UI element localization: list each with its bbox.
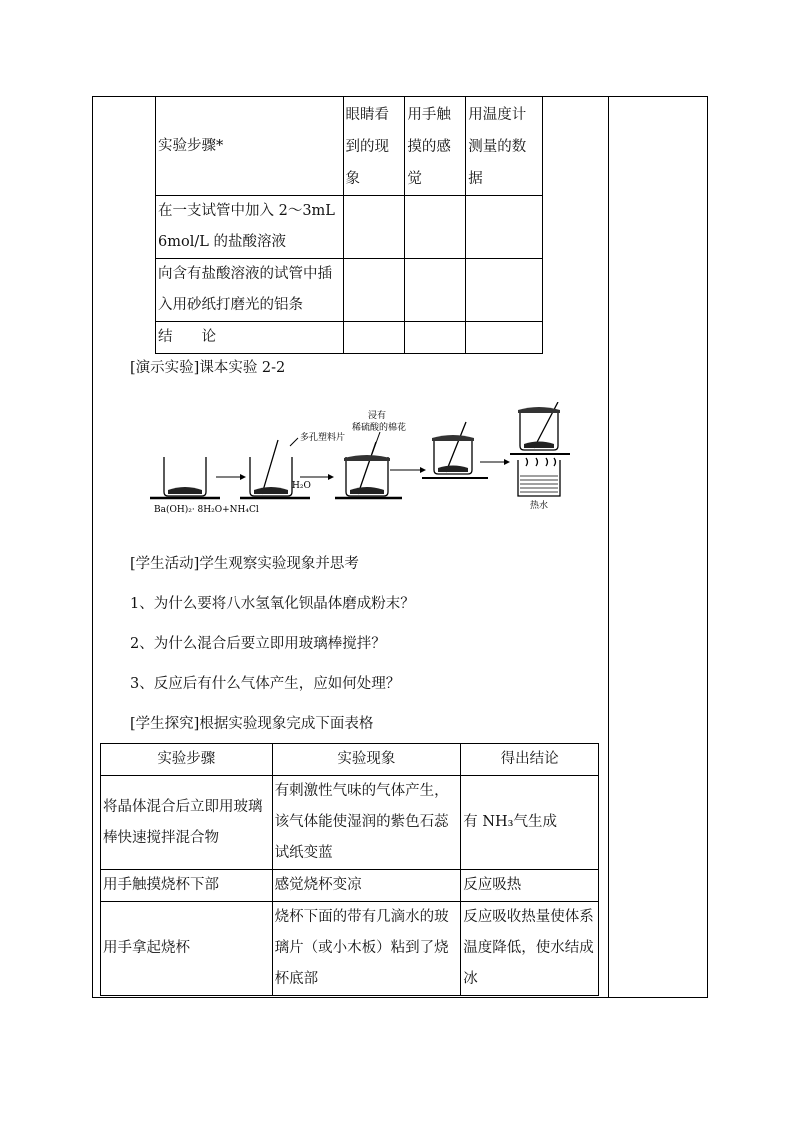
- table-cell: 反应吸收热量使体系温度降低，使水结成冰: [461, 902, 599, 996]
- porous-plate-label: 多孔塑料片: [300, 433, 346, 443]
- table-cell: [466, 196, 543, 259]
- water-label: H₂O: [292, 481, 311, 491]
- experiment-table-2: [100, 743, 599, 996]
- table-cell: [466, 322, 543, 354]
- table-header-cell: 实验步骤: [101, 744, 273, 776]
- table-cell: [343, 259, 405, 322]
- table-header-cell: 用手触摸的感觉: [405, 97, 466, 196]
- table-row: [101, 776, 599, 870]
- table-header-cell: 实验现象: [272, 744, 461, 776]
- powder-1: [168, 487, 202, 494]
- experiment-figure: [150, 402, 590, 520]
- arrow-icon: [504, 459, 510, 465]
- table-cell: 烧杯下面的带有几滴水的玻璃片（或小木板）粘到了烧杯底部: [272, 902, 461, 996]
- beaker-5: [510, 402, 570, 496]
- powder-3: [350, 487, 384, 494]
- frame-column-divider: [608, 97, 609, 997]
- table-cell: [405, 196, 466, 259]
- question-item: 3、反应后有什么气体产生，应如何处理？: [130, 676, 401, 692]
- table-cell: 有刺激性气味的气体产生，该气体能使湿润的紫色石蕊试纸变蓝: [272, 776, 461, 870]
- cotton-4: [432, 435, 474, 441]
- table-row: [156, 97, 543, 196]
- reagent-label: Ba(OH)₂· 8H₂O+NH₄Cl: [154, 505, 259, 515]
- table-row: [156, 322, 543, 354]
- cotton-3: [344, 455, 390, 461]
- powder-5: [524, 442, 554, 449]
- table-cell: 反应吸热: [461, 870, 599, 902]
- table-cell: 结 论: [156, 322, 344, 354]
- arrow-icon: [420, 467, 426, 473]
- table-header-cell: 眼睛看到的现象: [343, 97, 405, 196]
- activity-line: [学生活动]学生观察实验现象并思考: [130, 556, 359, 572]
- table-cell: 将晶体混合后立即用玻璃棒快速搅拌混合物: [101, 776, 273, 870]
- table-row: [101, 744, 599, 776]
- table-cell: [466, 259, 543, 322]
- table-cell: [405, 322, 466, 354]
- cotton-label-2: 稀硫酸的棉花: [352, 423, 407, 433]
- table-cell: 在一支试管中加入 2～3mL 6mol/L 的盐酸溶液: [156, 196, 344, 259]
- explore-line: [学生探究]根据实验现象完成下面表格: [130, 716, 374, 732]
- table-cell: 用手触摸烧杯下部: [101, 870, 273, 902]
- table-cell: [343, 196, 405, 259]
- table-header-cell: 用温度计测量的数据: [466, 97, 543, 196]
- experiment-table-1: [155, 96, 543, 354]
- table-cell: 感觉烧杯变凉: [272, 870, 461, 902]
- table-row: [101, 902, 599, 996]
- demo-experiment-line: [演示实验]课本实验 2-2: [130, 360, 286, 376]
- table-cell: [405, 259, 466, 322]
- question-item: 1、为什么要将八水氢氧化钡晶体磨成粉末？: [130, 596, 415, 612]
- table-cell: 用手拿起烧杯: [101, 902, 273, 996]
- table-row: [156, 259, 543, 322]
- question-item: 2、为什么混合后要立即用玻璃棒搅拌？: [130, 636, 386, 652]
- pointer-line: [372, 432, 380, 454]
- table-header-cell: 实验步骤*: [156, 97, 344, 196]
- arrow-icon: [240, 474, 246, 480]
- powder-4: [438, 466, 468, 473]
- hot-water-label: 热水: [530, 501, 549, 511]
- table-cell: 有 NH₃气生成: [461, 776, 599, 870]
- table-cell: [343, 322, 405, 354]
- cotton-label-1: 浸有: [368, 411, 387, 421]
- table-row: [156, 196, 543, 259]
- powder-2: [254, 487, 288, 494]
- hot-water: [520, 476, 558, 492]
- table-row: [101, 870, 599, 902]
- pointer-line: [290, 438, 298, 446]
- arrow-icon: [328, 474, 334, 480]
- table-header-cell: 得出结论: [461, 744, 599, 776]
- table-cell: 向含有盐酸溶液的试管中插入用砂纸打磨光的铝条: [156, 259, 344, 322]
- cotton-5: [518, 407, 560, 413]
